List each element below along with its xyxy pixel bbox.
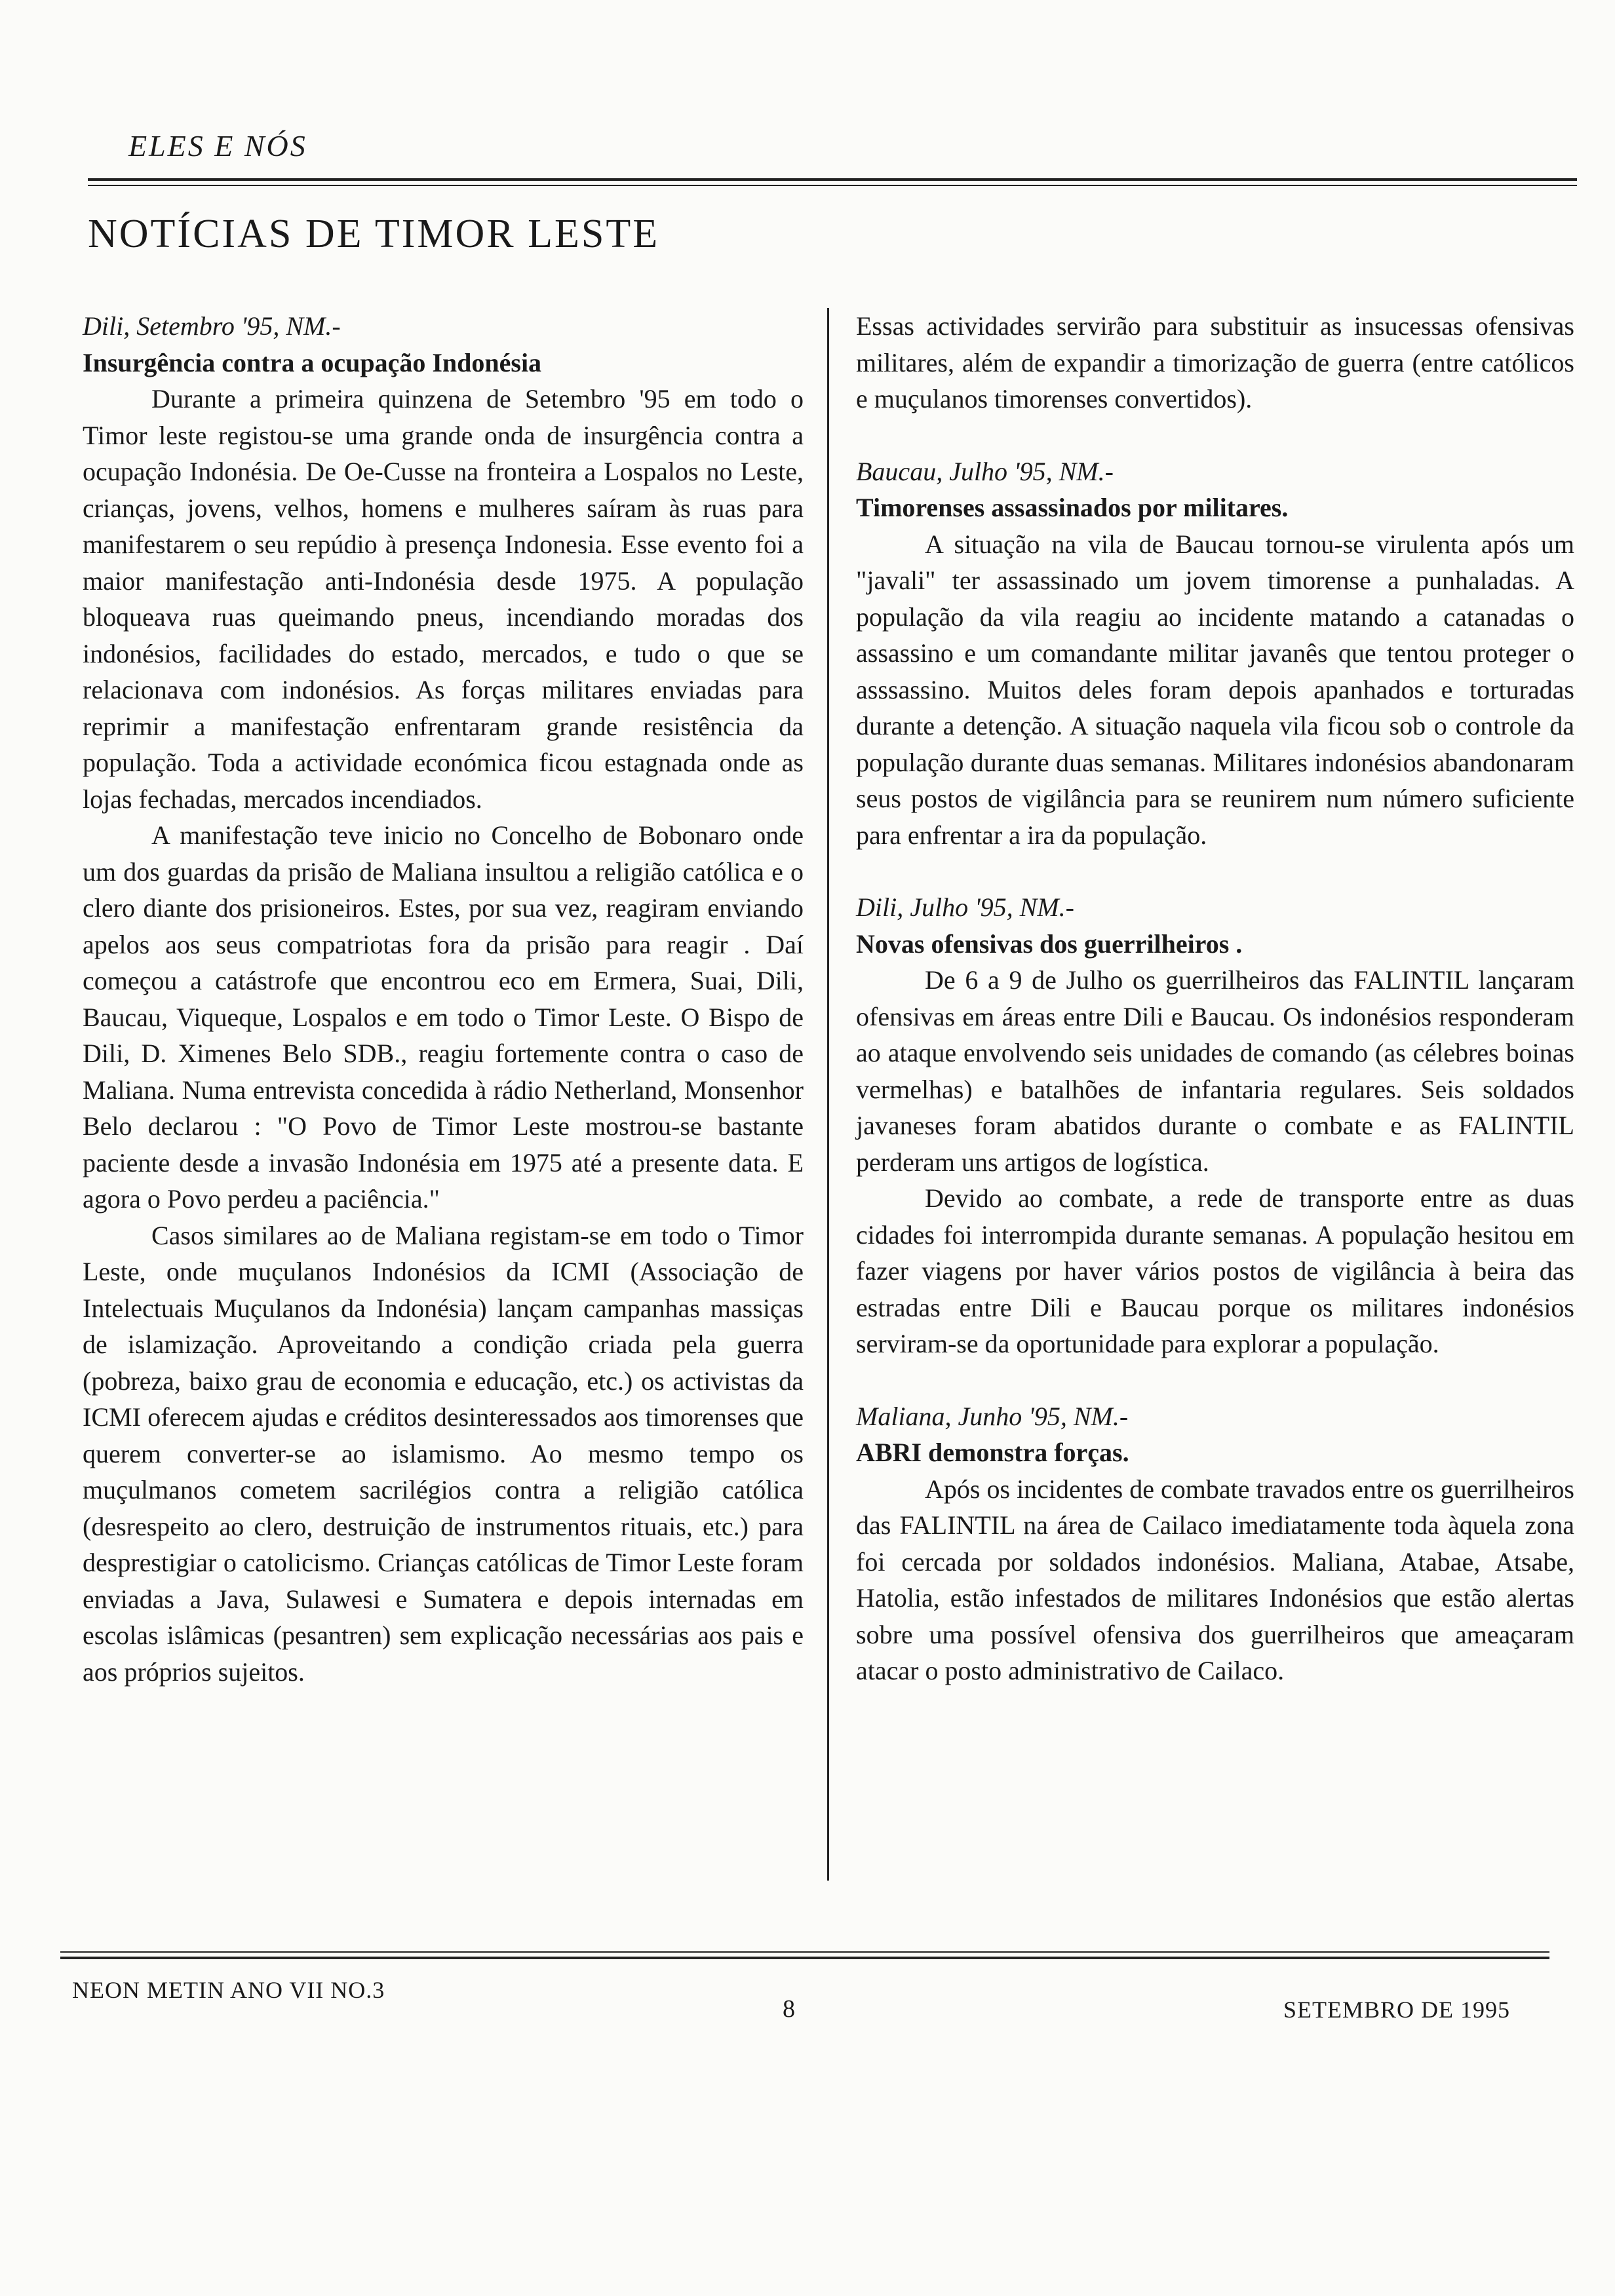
article-paragraph: A manifestação teve inicio no Concelho de Bobonaro onde um dos guardas da prisão de Maliana insultou a religião católica e o clero diante dos prisioneiros. Estes, por sua vez, reagiram enviando apelos aos seus compatriotas fora da prisão para reagir . Daí começou a catástrofe que encontrou eco em Ermera, Suai, Dili, Baucau, Viqueque, Lospalos e em todo o Timor Leste. O Bispo de Dili, D. Ximenes Belo SDB., reagiu fortemente contra o caso de Maliana. Numa entrevista concedida à rádio Netherland, Monsenhor Belo declarou : "O Povo de Timor Leste mostrou-se bastante paciente desde a invasão Indonésia em 1975 até a presente data. E agora o Povo perdeu a paciência." <box>83 820 804 1214</box>
article-paragraph: De 6 a 9 de Julho os guerrilheiros das FALINTIL lançaram ofensivas em áreas entre Dili e Baucau. Os indonésios responderam ao ataque envolvendo seis unidades de comando (as célebres boinas vermelhas) e batalhões de infantaria regulares. Seis soldados javaneses foram abatidos durante o combate e as FALINTIL perderam uns artigos de logística. <box>856 965 1574 1177</box>
footer-rule-top <box>60 1951 1549 1953</box>
column-divider <box>827 308 829 1881</box>
right-column <box>856 308 1574 1689</box>
article-paragraph: Durante a primeira quinzena de Setembro '95 em todo o Timor leste registou-se uma grande onda de insurgência contra a ocupação Indonésia. De Oe-Cusse na fronteira a Lospalos no Leste, crianças, jovens, velhos, homens e mulheres saíram às ruas para manifestarem o seu repúdio à presença Indonesia. Esse evento foi a maior manifestação anti-Indonésia desde 1975. A população bloqueava ruas queimando pneus, incendiando moradas dos indonésios, facilidades do estado, mercados, e tudo o que se relacionava com indonésios. As forças militares enviadas para reprimir a manifestação enfrentaram grande resistência da população. Toda a actividade económica ficou estagnada onde as lojas fechadas, mercados incendiados. <box>83 384 804 814</box>
article-dateline: Maliana, Junho '95, NM.- <box>856 1401 1129 1431</box>
page-title: NOTÍCIAS DE TIMOR LESTE <box>88 212 660 256</box>
article-paragraph: Devido ao combate, a rede de transporte entre as duas cidades foi interrompida durante semanas. A população hesitou em fazer viagens por haver vários postos de vigilância à beira das estradas entre Dili e Baucau porque os militares indonésios serviram-se da oportunidade para explorar a população. <box>856 1183 1574 1358</box>
header-rule-top <box>88 178 1577 181</box>
page-number: 8 <box>783 1995 795 2023</box>
article-headline: Timorenses assassinados por militares. <box>856 493 1289 522</box>
article-paragraph: Casos similares ao de Maliana registam-se em todo o Timor Leste, onde muçulanos Indonésios da ICMI (Associação de Intelectuais Muçulanos da Indonésia) lançam campanhas massiças de islamização. Aproveitando a condição criada pela guerra (pobreza, baixo grau de economia e educação, etc.) os activistas da ICMI oferecem ajudas e créditos desinteressados aos timorenses que querem converter-se ao islamismo. Ao mesmo tempo os muçulmanos cometem sacrilégios contra a religião católica (desrespeito ao clero, destruição de instrumentos rituais, etc.) para desprestigiar o catolicismo. Crianças católicas de Timor Leste foram enviadas a Java, Sulawesi e Sumatera e depois internadas em escolas islâmicas (pesantren) sem explicação necessárias aos pais e aos próprios sujeitos. <box>83 1220 804 1687</box>
footer-date: SETEMBRO DE 1995 <box>1283 1997 1511 2023</box>
article-dateline: Baucau, Julho '95, NM.- <box>856 456 1114 486</box>
article-dateline: Dili, Julho '95, NM.- <box>856 892 1074 922</box>
footer-rule-bottom <box>60 1957 1549 1959</box>
article-paragraph: A situação na vila de Baucau tornou-se virulenta após um "javali" ter assassinado um jovem timorense a punhaladas. A população da vila reagiu ao incidente matando a catanadas o assassino e um comandante militar javanês que tentou proteger o asssassino. Muitos deles foram depois apanhados e torturadas durante a detenção. A situação naquela vila ficou sob o controle da população durante duas semanas. Militares indonésios abandonaram seus postos de vigilância para se reunirem num número suficiente para enfrentar a ira da população. <box>856 529 1574 850</box>
article-headline: Novas ofensivas dos guerrilheiros . <box>856 928 1243 959</box>
article-headline: ABRI demonstra forças. <box>856 1438 1129 1467</box>
running-head: ELES E NÓS <box>128 129 307 163</box>
footer-publication: NEON METIN ANO VII NO.3 <box>72 1977 385 2003</box>
header-rule-bottom <box>88 185 1577 186</box>
article-paragraph: Após os incidentes de combate travados entre os guerrilheiros das FALINTIL na área de Cailaco imediatamente toda àquela zona foi cercada por soldados indonésios. Maliana, Atabae, Atsabe, Hatolia, estão infestados de militares Indonésios que estão alertas sobre uma possível ofensiva dos guerrilheiros que ameaçaram atacar o posto administrativo de Cailaco. <box>856 1474 1574 1685</box>
left-column <box>83 308 804 1690</box>
continued-paragraph: Essas actividades servirão para substituir as insucessas ofensivas militares, além de expandir a timorização de guerra (entre católicos e muçulanos timorenses convertidos). <box>856 311 1574 413</box>
article-dateline: Dili, Setembro '95, NM.- <box>83 311 341 341</box>
article-headline: Insurgência contra a ocupação Indonésia <box>83 347 542 377</box>
